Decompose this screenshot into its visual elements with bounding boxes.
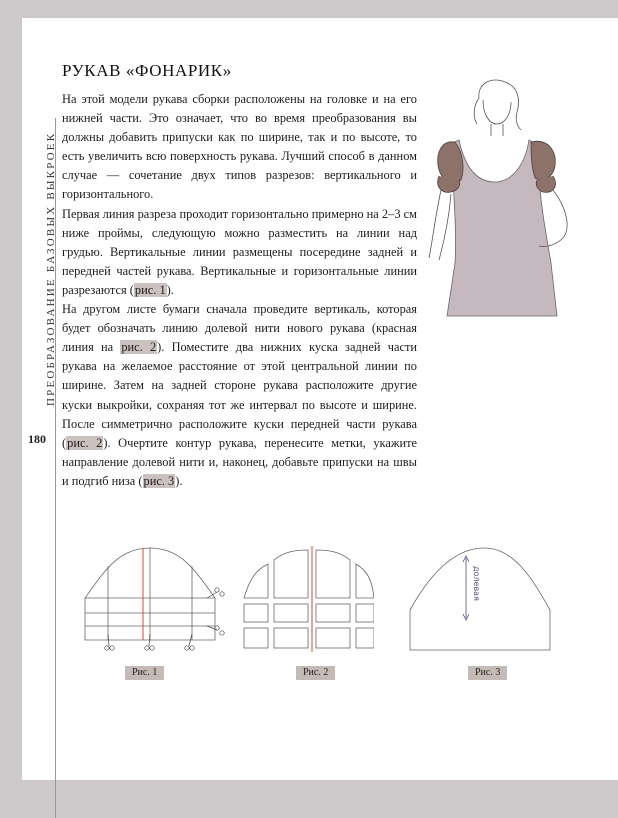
figure-ref: рис. 2 bbox=[67, 435, 103, 450]
fashion-illustration bbox=[407, 78, 587, 318]
diagram-1-sleeve-cuts bbox=[77, 538, 227, 658]
grain-label: долевая bbox=[472, 566, 481, 601]
caption-fig-2: Рис. 2 bbox=[296, 666, 335, 680]
figure-ref: рис. 2 bbox=[121, 340, 157, 355]
paragraph-2-end: ). bbox=[166, 282, 174, 297]
paragraph-2 bbox=[62, 205, 417, 300]
scissors-icon bbox=[105, 588, 224, 650]
section-heading: РУКАВ «ФОНАРИК» bbox=[62, 61, 232, 80]
figure-ref: рис. 1 bbox=[134, 282, 166, 297]
caption-fig-1: Рис. 1 bbox=[125, 666, 164, 680]
paragraph-3 bbox=[62, 300, 417, 491]
paragraph-3-text-b: ). Поместите два нижних куска задней части рукава на желаемое расстояние от этой центральной линии по ширине. Затем на задней стороне рукава расположите другие куски выкройки, сохраняя тот же интервал по высоте и ширине. После симметрично расположите куски передней части рукава ( bbox=[62, 340, 417, 450]
paragraph-3-text-a: На другом листе бумаги сначала проведите вертикаль, которая будет обозначать линию долевой нити нового рукава (красная линия на bbox=[62, 302, 417, 355]
paragraph-2-text: Первая линия разреза проходит горизонтально примерно на 2–3 см ниже проймы, следующую можно разместить на линии над грудью. Вертикальные линии размещены посередине задней и передней частей рукава. Вертикальные и горизонтальные линии разрезаются ( bbox=[62, 206, 417, 297]
paragraph-3-end: ). bbox=[175, 473, 183, 488]
figure-ref: рис. 3 bbox=[143, 473, 175, 488]
paragraph-3-text-c: ). Очертите контур рукава, перенесите метки, укажите направление долевой нити и, наконец, добавьте припуски на швы и подгиб низа ( bbox=[62, 435, 417, 488]
diagram-3-final-sleeve bbox=[404, 538, 554, 658]
diagram-2-spread-pieces bbox=[234, 538, 374, 658]
book-page bbox=[22, 18, 618, 780]
paragraph-1: На этой модели рукава сборки расположены на головке и на его нижней части. Это означает, что во время преобразования вы должны добавить припуски как по ширине, так и по высоте, то есть увеличить всю поверхность рукава. Лучший способ в данном случае — сочетание двух типов разрезов: вертикального и горизонтального. bbox=[62, 92, 417, 202]
page-number: 180 bbox=[28, 432, 46, 446]
side-title-text: ПРЕОБРАЗОВАНИЕ БАЗОВЫХ ВЫКРОЕК bbox=[45, 131, 57, 406]
face-and-neck bbox=[483, 100, 511, 136]
body-text bbox=[62, 90, 417, 491]
caption-fig-3: Рис. 3 bbox=[468, 666, 507, 680]
